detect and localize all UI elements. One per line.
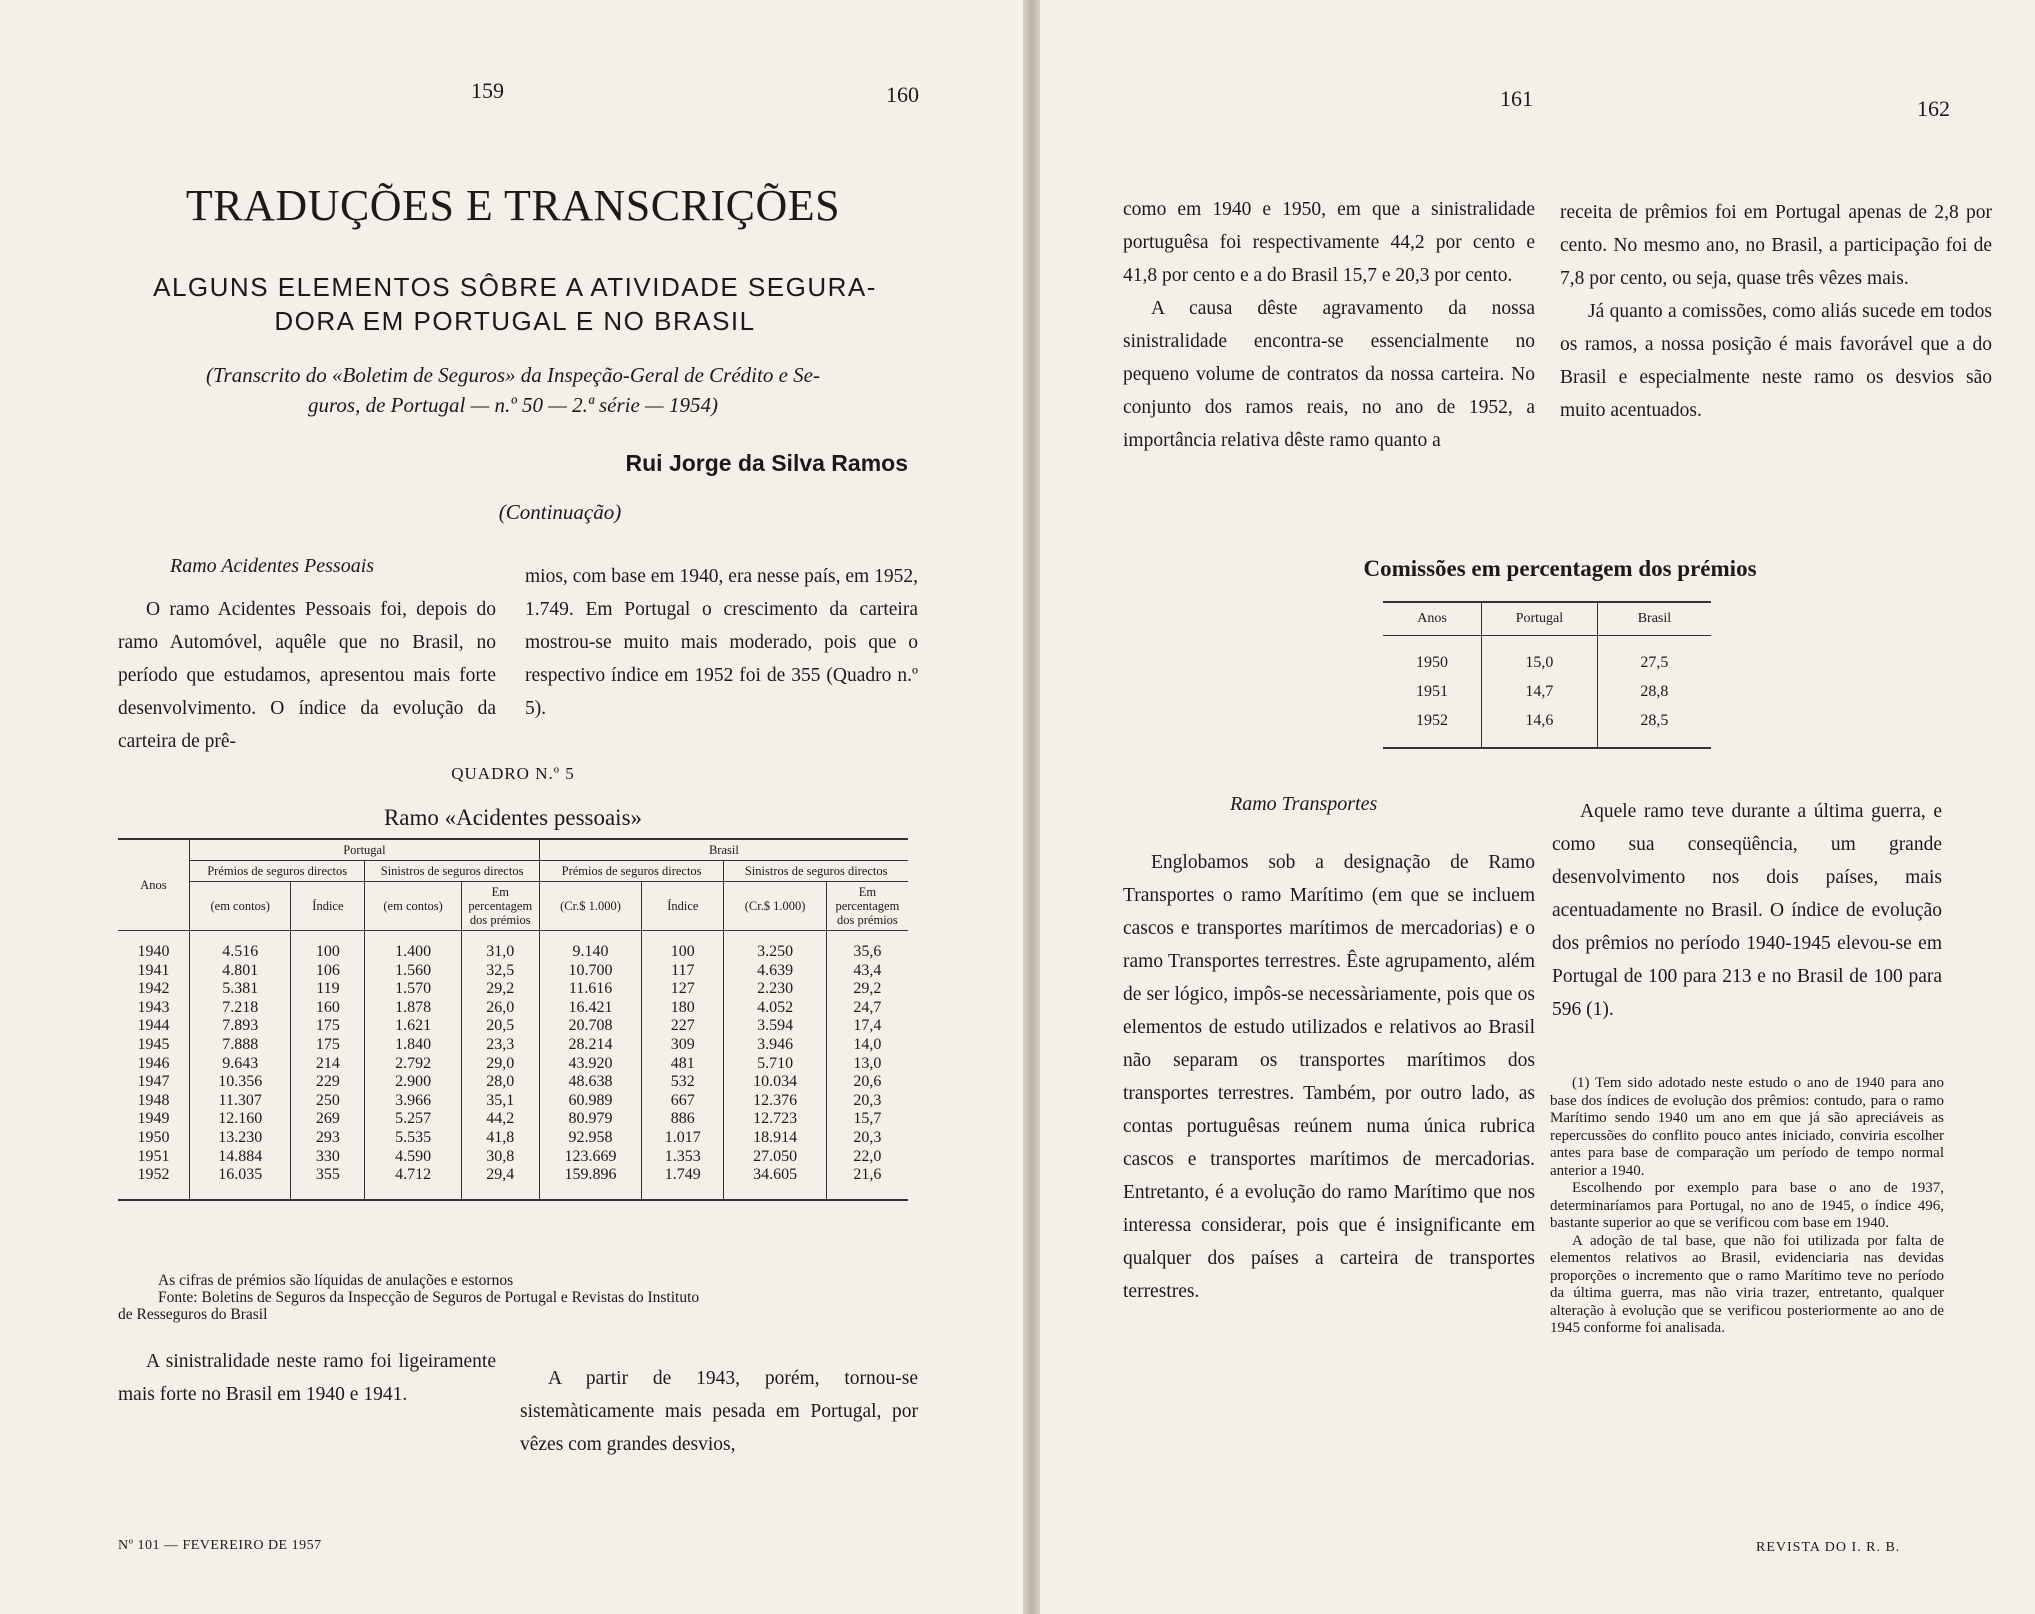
table-cell-pt-prem: 13.230 bbox=[189, 1129, 290, 1148]
footer-left: Nº 101 — FEVEREIRO DE 1957 bbox=[118, 1538, 322, 1553]
table-cell-pt-ind: 100 bbox=[291, 931, 365, 962]
table-row bbox=[118, 980, 908, 999]
quadro-label: QUADRO N.º 5 bbox=[451, 764, 575, 783]
table-cell-ano: 1945 bbox=[118, 1036, 189, 1055]
left-col1-text bbox=[118, 593, 496, 758]
table-cell-br-sin: 3.250 bbox=[724, 931, 826, 962]
source-line1: (Transcrito do «Boletim de Seguros» da Inspeção-Geral de Crédito e Se- bbox=[206, 363, 820, 387]
paragraph: Aquele ramo teve durante a última guerra, e como sua conseqüência, um grande desenvolvimento nos dois países, mais acentuadamente no Brasil. O índice de evolução dos prêmios no período 1940-1945 elevou-se em Portugal de 100 para 213 e no Brasil de 100 para 596 (1). bbox=[1552, 801, 1942, 1020]
table-cell-br-pct: 20,6 bbox=[826, 1073, 908, 1092]
table-cell-br-ind: 532 bbox=[642, 1073, 724, 1092]
table-cell-pt-ind: 229 bbox=[291, 1073, 365, 1092]
table-cell-pt-prem: 7.893 bbox=[189, 1017, 290, 1036]
table-cell-br-ind: 227 bbox=[642, 1017, 724, 1036]
table-cell-pt-ind: 293 bbox=[291, 1129, 365, 1148]
quadro-title: Ramo «Acidentes pessoais» bbox=[383, 805, 643, 830]
table-cell-br-prem: 43.920 bbox=[539, 1055, 641, 1074]
table-cell-ano: 1944 bbox=[118, 1017, 189, 1036]
table-cell-pt-pct: 26,0 bbox=[461, 999, 539, 1018]
table-cell-pt-sin: 4.590 bbox=[365, 1148, 461, 1167]
right-col2-text bbox=[1560, 196, 1992, 427]
table-cell-ano: 1941 bbox=[118, 962, 189, 981]
quadro-5-table bbox=[118, 838, 908, 1201]
table-cell-br-prem: 80.979 bbox=[539, 1110, 641, 1129]
paragraph: A partir de 1943, porém, tornou-se sistemàticamente mais pesada em Portugal, por vêzes com grandes desvios, bbox=[520, 1368, 918, 1455]
table-cell-pt-sin: 1.400 bbox=[365, 931, 461, 962]
table-cell-br-sin: 12.376 bbox=[724, 1092, 826, 1111]
table-cell-br-pct: 17,4 bbox=[826, 1017, 908, 1036]
table-cell-pt-prem: 9.643 bbox=[189, 1055, 290, 1074]
book-gutter bbox=[1023, 0, 1040, 1614]
pt-premios-indice: Índice bbox=[291, 882, 365, 931]
right-col1-text bbox=[1123, 193, 1535, 457]
table-cell-pt-ind: 175 bbox=[291, 1036, 365, 1055]
paragraph: como em 1940 e 1950, em que a sinistralidade portuguêsa foi respectivamente 44,2 por cento e 41,8 por cento e a do Brasil 15,7 e 20,3 por cento. bbox=[1123, 199, 1535, 286]
table-cell-br-sin: 12.723 bbox=[724, 1110, 826, 1129]
footnote: A adoção de tal base, que não foi utilizada por falta de elementos relativos ao Brasil, evidenciaria nas devidas proporções o incremento que o ramo Marítimo teve no período da última guerra, mas não viria trazer, entretanto, qualquer alteração à evolução que se verificou posteriormente ao ano de 1945 conforme foi analisada. bbox=[1550, 1232, 1944, 1336]
table-cell-br-prem: 11.616 bbox=[539, 980, 641, 999]
table-cell-pt-ind: 106 bbox=[291, 962, 365, 981]
table-cell-br-ind: 100 bbox=[642, 931, 724, 962]
table-cell-br-pct: 43,4 bbox=[826, 962, 908, 981]
table-row bbox=[1383, 677, 1711, 706]
table-cell-pt-pct: 32,5 bbox=[461, 962, 539, 981]
table-cell-pt-prem: 11.307 bbox=[189, 1092, 290, 1111]
table-cell-pt-pct: 28,0 bbox=[461, 1073, 539, 1092]
table-cell-pt-pct: 20,5 bbox=[461, 1017, 539, 1036]
subhead-acidentes-pessoais: Ramo Acidentes Pessoais bbox=[170, 555, 375, 577]
right-col2-text-2 bbox=[1552, 795, 1942, 1026]
article-title bbox=[110, 270, 920, 338]
table-cell-pt-ind: 250 bbox=[291, 1092, 365, 1111]
comissoes-title: Comissões em percentagem dos prémios bbox=[1363, 556, 1757, 581]
br-sinistros-pct: Em percentagem dos prémios bbox=[826, 882, 908, 931]
footnote: (1) Tem sido adotado neste estudo o ano de 1940 para ano base dos índices de evolução dos prêmios: contudo, para o ramo Marítimo sendo 1940 um ano em que já são apreciáveis as repercussões do conflito pouco antes iniciado, conviria escolher antes para base de comparação um período de tempo normal anterior a 1940. bbox=[1550, 1075, 1944, 1179]
table-cell-pt-ind: 330 bbox=[291, 1148, 365, 1167]
paragraph: Já quanto a comissões, como aliás sucede em todos os ramos, a nossa posição é mais favorável que a do Brasil e especialmente neste ramo os desvios são muito acentuados. bbox=[1560, 301, 1992, 421]
col-anos: Anos bbox=[1383, 602, 1482, 636]
table-cell-br-sin: 18.914 bbox=[724, 1129, 826, 1148]
table-row bbox=[118, 1017, 908, 1036]
table-cell-br-sin: 4.639 bbox=[724, 962, 826, 981]
table-cell-pt-prem: 14.884 bbox=[189, 1148, 290, 1167]
note-cifras: As cifras de prémios são líquidas de anulações e estornos bbox=[158, 1272, 514, 1289]
pt-premios-head: Prémios de seguros directos bbox=[189, 861, 364, 882]
table-cell-ano: 1950 bbox=[1383, 636, 1482, 678]
table-cell-br-pct: 35,6 bbox=[826, 931, 908, 962]
table-cell-ano: 1942 bbox=[118, 980, 189, 999]
paragraph: receita de prêmios foi em Portugal apenas de 2,8 por cento. No mesmo ano, no Brasil, a participação foi de 7,8 por cento, ou seja, quase três vêzes mais. bbox=[1560, 202, 1992, 289]
br-premios-head: Prémios de seguros directos bbox=[539, 861, 724, 882]
br-premios-cr: (Cr.$ 1.000) bbox=[539, 882, 641, 931]
table-cell-ano: 1947 bbox=[118, 1073, 189, 1092]
table-cell-pt-ind: 160 bbox=[291, 999, 365, 1018]
table-cell-br-ind: 667 bbox=[642, 1092, 724, 1111]
table-cell-br-ind: 180 bbox=[642, 999, 724, 1018]
pt-premios-contos: (em contos) bbox=[189, 882, 290, 931]
table-cell-br-sin: 10.034 bbox=[724, 1073, 826, 1092]
table-cell-br-pct: 20,3 bbox=[826, 1129, 908, 1148]
table-row bbox=[1383, 636, 1711, 678]
table-cell-br-ind: 117 bbox=[642, 962, 724, 981]
left-col1-text-2 bbox=[118, 1345, 496, 1411]
table-row bbox=[118, 1092, 908, 1111]
table-cell-pt-ind: 355 bbox=[291, 1166, 365, 1200]
table-cell-br-ind: 886 bbox=[642, 1110, 724, 1129]
comissoes-table bbox=[1383, 601, 1711, 749]
col-anos: Anos bbox=[118, 839, 189, 931]
table-cell-ano: 1946 bbox=[118, 1055, 189, 1074]
table-cell-pt-prem: 4.801 bbox=[189, 962, 290, 981]
table-cell-br-ind: 1.353 bbox=[642, 1148, 724, 1167]
table-cell-br-prem: 123.669 bbox=[539, 1148, 641, 1167]
page-number-160: 160 bbox=[886, 82, 919, 107]
table-cell-ano: 1949 bbox=[118, 1110, 189, 1129]
table-cell-pt-ind: 119 bbox=[291, 980, 365, 999]
table-cell-pt-prem: 16.035 bbox=[189, 1166, 290, 1200]
br-sinistros-cr: (Cr.$ 1.000) bbox=[724, 882, 826, 931]
footnotes bbox=[1550, 1075, 1944, 1338]
table-cell-br-ind: 127 bbox=[642, 980, 724, 999]
paragraph: A causa dêste agravamento da nossa sinistralidade encontra-se essencialmente no pequeno volume de contratos da nossa carteira. No conjunto dos ramos reais, no ano de 1952, a importância relativa dêste ramo quanto a bbox=[1123, 298, 1535, 451]
table-row bbox=[118, 1148, 908, 1167]
note-fonte: Fonte: Boletins de Seguros da Inspecção de Seguros de Portugal e Revistas do Instituto bbox=[158, 1289, 700, 1306]
table-cell-pt-sin: 1.621 bbox=[365, 1017, 461, 1036]
table-cell-pt-prem: 5.381 bbox=[189, 980, 290, 999]
table-cell-br-ind: 481 bbox=[642, 1055, 724, 1074]
table-cell-br-prem: 60.989 bbox=[539, 1092, 641, 1111]
subhead-ramo-transportes: Ramo Transportes bbox=[1230, 793, 1378, 815]
table-cell-pt-pct: 35,1 bbox=[461, 1092, 539, 1111]
table-cell-br-prem: 28.214 bbox=[539, 1036, 641, 1055]
source-note bbox=[118, 360, 908, 420]
paragraph: O ramo Acidentes Pessoais foi, depois do ramo Automóvel, aquêle que no Brasil, no período que estudamos, apresentou mais forte desenvolvimento. O índice da evolução da carteira de prê- bbox=[118, 599, 496, 752]
br-sinistros-head: Sinistros de seguros directos bbox=[724, 861, 908, 882]
paragraph: Englobamos sob a designação de Ramo Transportes o ramo Marítimo (em que se incluem cascos e transportes marítimos de mercadorias) e o ramo Transportes terrestres. Êste agrupamento, além de ser lógico, impôs-se necessàriamente, pois que os elementos de estudo utilizados e relativos ao Brasil não separam os transportes marítimos dos transportes terrestres. Também, por outro lado, as contas portuguêsas reúnem numa única rubrica cascos e transportes marítimos de mercadorias. Entretanto, é a evolução do ramo Marítimo que nos interessa considerar, pois que é insignificante em qualquer dos países a carteira de transportes terrestres. bbox=[1123, 852, 1535, 1302]
col-brasil: Brasil bbox=[1597, 602, 1711, 636]
article-title-line1: ALGUNS ELEMENTOS SÔBRE A ATIVIDADE SEGURA- bbox=[153, 272, 877, 302]
col-portugal: Portugal bbox=[1482, 602, 1598, 636]
table-cell-pt-prem: 10.356 bbox=[189, 1073, 290, 1092]
pt-sinistros-pct: Em percentagem dos prémios bbox=[461, 882, 539, 931]
page-number-161: 161 bbox=[1500, 86, 1533, 111]
table-cell-pt-pct: 41,8 bbox=[461, 1129, 539, 1148]
table-cell-pt-sin: 1.840 bbox=[365, 1036, 461, 1055]
table-cell-br-prem: 16.421 bbox=[539, 999, 641, 1018]
table-cell-pt-ind: 269 bbox=[291, 1110, 365, 1129]
table-cell-pt-pct: 23,3 bbox=[461, 1036, 539, 1055]
table-cell-br-sin: 4.052 bbox=[724, 999, 826, 1018]
table-cell-br-prem: 20.708 bbox=[539, 1017, 641, 1036]
table-cell-pt-prem: 7.218 bbox=[189, 999, 290, 1018]
continuation-label: (Continuação) bbox=[498, 500, 622, 524]
table-cell-pt-sin: 2.792 bbox=[365, 1055, 461, 1074]
pt-sinistros-head: Sinistros de seguros directos bbox=[365, 861, 539, 882]
table-cell-ano: 1950 bbox=[118, 1129, 189, 1148]
table-cell-br-ind: 1.017 bbox=[642, 1129, 724, 1148]
page-number-162: 162 bbox=[1917, 96, 1950, 121]
table-cell-pt-pct: 29,2 bbox=[461, 980, 539, 999]
table-cell-ano: 1948 bbox=[118, 1092, 189, 1111]
group-portugal: Portugal bbox=[189, 839, 539, 861]
table-cell-br-pct: 15,7 bbox=[826, 1110, 908, 1129]
table-cell-pt-pct: 30,8 bbox=[461, 1148, 539, 1167]
table-cell-br-ind: 309 bbox=[642, 1036, 724, 1055]
table-cell-br-pct: 22,0 bbox=[826, 1148, 908, 1167]
left-col2-text-2 bbox=[520, 1362, 918, 1461]
table-cell-br-pct: 20,3 bbox=[826, 1092, 908, 1111]
table-cell-br-prem: 48.638 bbox=[539, 1073, 641, 1092]
table-cell-br-sin: 34.605 bbox=[724, 1166, 826, 1200]
paragraph: mios, com base em 1940, era nesse país, em 1952, 1.749. Em Portugal o crescimento da carteira mostrou-se muito mais moderado, pois que o respectivo índice em 1952 foi de 355 (Quadro n.º 5). bbox=[525, 566, 918, 719]
table-cell-pt-ind: 214 bbox=[291, 1055, 365, 1074]
table-cell-pt-prem: 12.160 bbox=[189, 1110, 290, 1129]
left-col2-text bbox=[525, 560, 918, 725]
table-row bbox=[118, 1110, 908, 1129]
table-cell-ano: 1940 bbox=[118, 931, 189, 962]
table-cell-ano: 1951 bbox=[1383, 677, 1482, 706]
table-cell-br-prem: 10.700 bbox=[539, 962, 641, 981]
paragraph: A sinistralidade neste ramo foi ligeiramente mais forte no Brasil em 1940 e 1941. bbox=[118, 1351, 496, 1405]
table-cell-pt-sin: 1.878 bbox=[365, 999, 461, 1018]
table-cell-pt-pct: 31,0 bbox=[461, 931, 539, 962]
table-cell-br-pct: 21,6 bbox=[826, 1166, 908, 1200]
br-premios-indice: Índice bbox=[642, 882, 724, 931]
table-cell-portugal: 14,6 bbox=[1482, 706, 1598, 748]
table-row bbox=[118, 1166, 908, 1200]
pt-sinistros-contos: (em contos) bbox=[365, 882, 461, 931]
table-cell-pt-sin: 5.257 bbox=[365, 1110, 461, 1129]
table-row bbox=[118, 931, 908, 962]
table-cell-br-prem: 9.140 bbox=[539, 931, 641, 962]
table-cell-pt-sin: 2.900 bbox=[365, 1073, 461, 1092]
table-cell-ano: 1952 bbox=[118, 1166, 189, 1200]
table-cell-portugal: 15,0 bbox=[1482, 636, 1598, 678]
table-cell-pt-pct: 29,4 bbox=[461, 1166, 539, 1200]
table-cell-pt-sin: 1.570 bbox=[365, 980, 461, 999]
page-number-159: 159 bbox=[471, 78, 504, 103]
table-cell-br-pct: 24,7 bbox=[826, 999, 908, 1018]
table-cell-br-sin: 27.050 bbox=[724, 1148, 826, 1167]
table-cell-pt-sin: 3.966 bbox=[365, 1092, 461, 1111]
table-cell-pt-prem: 4.516 bbox=[189, 931, 290, 962]
table-cell-ano: 1943 bbox=[118, 999, 189, 1018]
article-title-line2: DORA EM PORTUGAL E NO BRASIL bbox=[274, 306, 756, 336]
table-cell-brasil: 28,8 bbox=[1597, 677, 1711, 706]
table-cell-ano: 1951 bbox=[118, 1148, 189, 1167]
table-cell-pt-sin: 5.535 bbox=[365, 1129, 461, 1148]
table-cell-pt-sin: 1.560 bbox=[365, 962, 461, 981]
quadro-notes bbox=[118, 1272, 918, 1323]
source-line2: guros, de Portugal — n.º 50 — 2.ª série — 1954) bbox=[308, 393, 718, 417]
table-cell-portugal: 14,7 bbox=[1482, 677, 1598, 706]
table-cell-br-sin: 2.230 bbox=[724, 980, 826, 999]
table-cell-br-pct: 13,0 bbox=[826, 1055, 908, 1074]
table-cell-br-prem: 92.958 bbox=[539, 1129, 641, 1148]
table-row bbox=[118, 1073, 908, 1092]
table-cell-brasil: 27,5 bbox=[1597, 636, 1711, 678]
table-cell-brasil: 28,5 bbox=[1597, 706, 1711, 748]
table-cell-br-ind: 1.749 bbox=[642, 1166, 724, 1200]
table-row bbox=[118, 962, 908, 981]
table-cell-pt-pct: 29,0 bbox=[461, 1055, 539, 1074]
note-fonte-cont: de Resseguros do Brasil bbox=[118, 1306, 268, 1323]
table-row bbox=[1383, 706, 1711, 748]
footnote: Escolhendo por exemplo para base o ano de 1937, determinaríamos para Portugal, no ano de 1945, o índice 496, bastante superior ao que se verificou com base em 1940. bbox=[1550, 1180, 1944, 1231]
table-cell-pt-sin: 4.712 bbox=[365, 1166, 461, 1200]
table-cell-pt-pct: 44,2 bbox=[461, 1110, 539, 1129]
table-cell-br-pct: 29,2 bbox=[826, 980, 908, 999]
table-row bbox=[118, 1129, 908, 1148]
table-cell-br-pct: 14,0 bbox=[826, 1036, 908, 1055]
right-col1-text-2 bbox=[1123, 846, 1535, 1308]
table-row bbox=[118, 999, 908, 1018]
footer-right: REVISTA DO I. R. B. bbox=[1756, 1540, 1901, 1555]
table-cell-br-sin: 3.594 bbox=[724, 1017, 826, 1036]
group-brasil: Brasil bbox=[539, 839, 908, 861]
table-row bbox=[118, 1055, 908, 1074]
table-cell-br-sin: 3.946 bbox=[724, 1036, 826, 1055]
table-cell-pt-prem: 7.888 bbox=[189, 1036, 290, 1055]
author-name: Rui Jorge da Silva Ramos bbox=[625, 450, 908, 476]
table-cell-br-sin: 5.710 bbox=[724, 1055, 826, 1074]
table-cell-br-prem: 159.896 bbox=[539, 1166, 641, 1200]
section-title: TRADUÇÕES E TRANSCRIÇÕES bbox=[185, 181, 841, 230]
table-cell-pt-ind: 175 bbox=[291, 1017, 365, 1036]
table-cell-ano: 1952 bbox=[1383, 706, 1482, 748]
table-row bbox=[118, 1036, 908, 1055]
